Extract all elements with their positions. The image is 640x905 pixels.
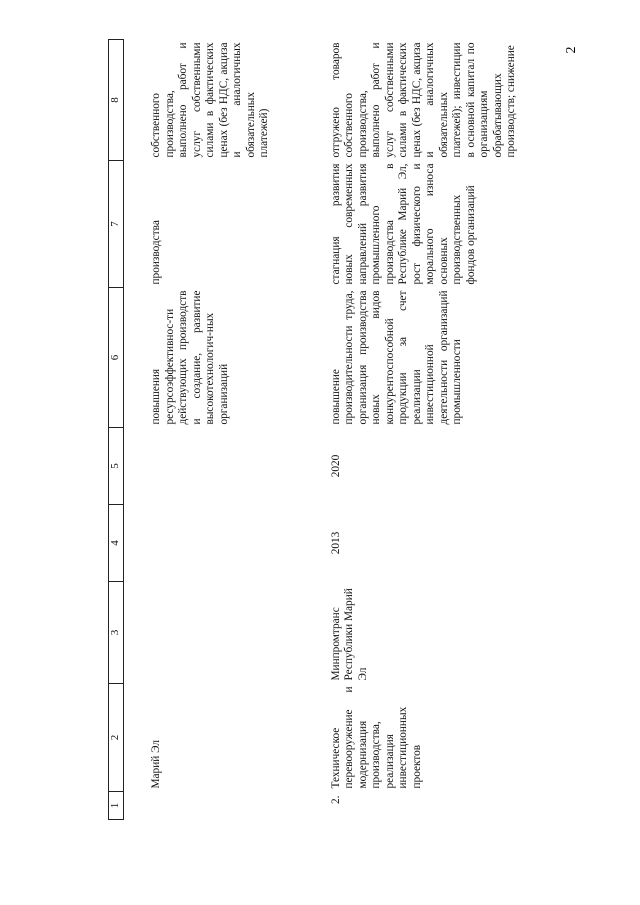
end-year: 2020 (329, 454, 342, 478)
indicator-link: собственного производства, выполнено работ и услуг собственными силами в фактических ценах (без НДС, акциза и аналогичных обязательных платежей) (150, 42, 270, 158)
non-implementation-consequences: стагнация развития новых современных направлений развития промышленного производства в Республике Марий Эл, рост физического и морального износа основных производственных фондов организаций (329, 163, 477, 285)
expected-result: повышение производительности труда, организация производства новых видов конкурентоспособной продукции за счет реализации инвестиционной деятельности организаций промышленности (329, 290, 463, 425)
executor (124, 582, 272, 684)
measure-name: Техническое перевооружение и модернизация производства, реализация инвестиционных проектов (329, 686, 423, 789)
table-row (272, 40, 519, 820)
col-header-5: 5 (109, 428, 124, 505)
row-number (124, 792, 272, 820)
expected-result: повышения ресурсоэффективнос-ти действующих производств и создание, развитие высокотехнологич-ных организаций (150, 290, 230, 425)
program-measures-table (108, 39, 519, 820)
page-number: 2 (564, 46, 579, 54)
table-row (124, 40, 272, 820)
col-header-2: 2 (109, 684, 124, 792)
measure-name: Марий Эл (150, 739, 162, 789)
col-header-3: 3 (109, 582, 124, 684)
start-year (124, 505, 272, 582)
col-header-4: 4 (109, 505, 124, 582)
column-numbers-row (109, 40, 124, 820)
executor: Минпромтранс Республики Марий Эл (329, 588, 369, 681)
col-header-7: 7 (109, 161, 124, 288)
start-year: 2013 (329, 531, 342, 555)
col-header-8: 8 (109, 40, 124, 161)
row-number: 2. (329, 795, 342, 804)
end-year (124, 428, 272, 505)
indicator-link: отгружено товаров собственного производства, выполнено работ и услуг собственными силами в фактических ценах (без НДС, акциза и аналогичных обязательных платежей); инвестиции в основной капитал по организациям обрабатывающих производств; снижение (329, 42, 517, 158)
col-header-6: 6 (109, 288, 124, 428)
col-header-1: 1 (109, 792, 124, 820)
non-implementation-consequences: производства (150, 220, 162, 285)
rotated-table-container (108, 40, 598, 820)
